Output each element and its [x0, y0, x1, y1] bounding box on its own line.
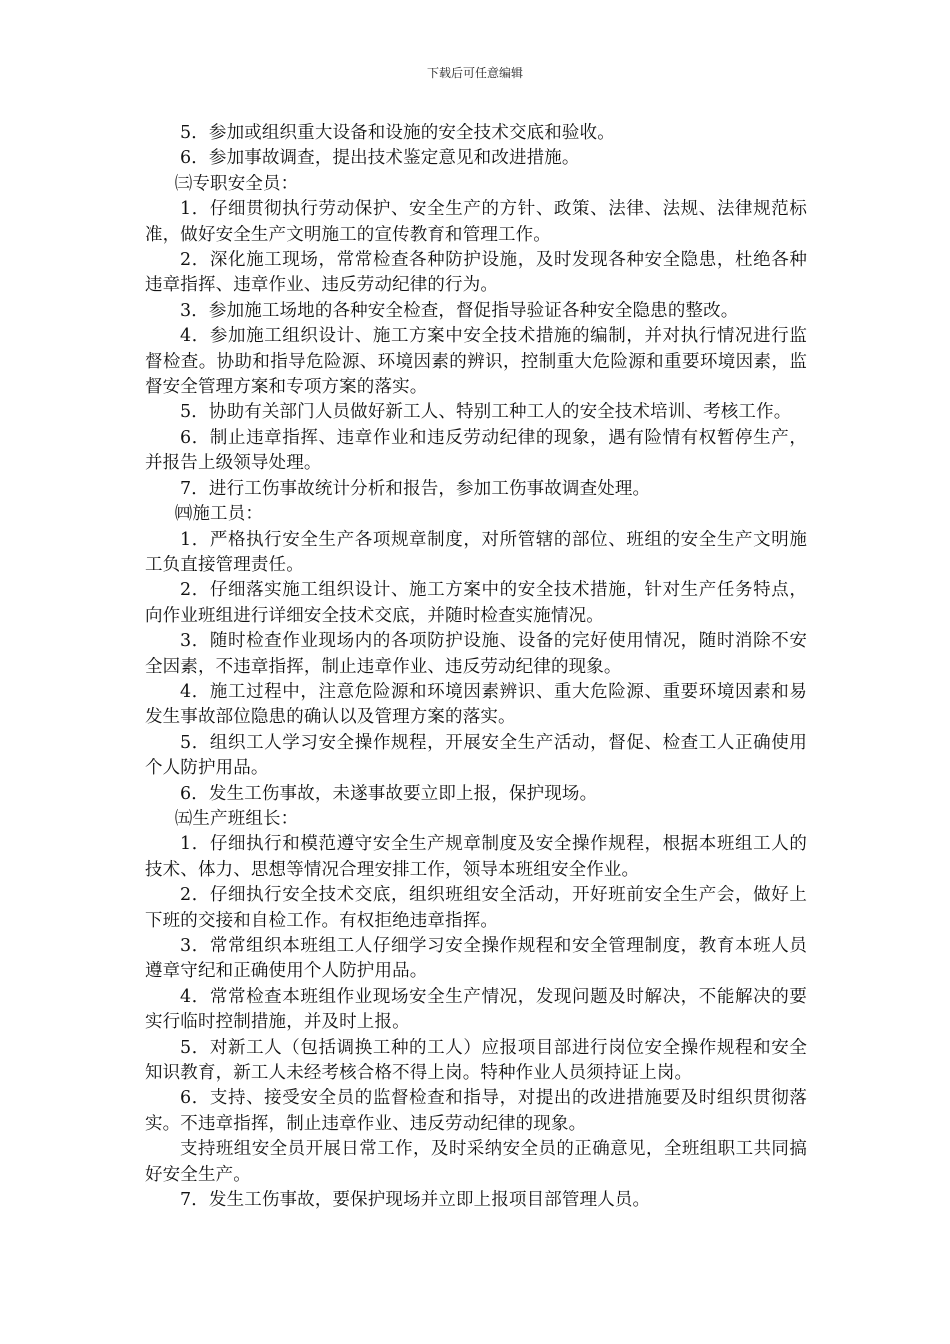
paragraph: 4．施工过程中，注意危险源和环境因素辨识、重大危险源、重要环境因素和易发生事故部位隐患的确认以及管理方案的落实。: [145, 681, 807, 728]
paragraph: 7．进行工伤事故统计分析和报告，参加工伤事故调查处理。: [180, 478, 651, 499]
paragraph: 3．参加施工场地的各种安全检查，督促指导验证各种安全隐患的整改。: [180, 300, 739, 321]
section-heading: ㈢专职安全员：: [174, 173, 299, 194]
page-header: 下载后可任意编辑: [426, 66, 523, 80]
paragraph: 7．发生工伤事故，要保护现场并立即上报项目部管理人员。: [180, 1190, 651, 1211]
paragraph: 1．仔细执行和模范遵守安全生产规章制度及安全操作规程，根据本班组工人的技术、体力、思想等情况合理安排工作，领导本班组安全作业。: [145, 834, 807, 880]
paragraph: 6．发生工伤事故，未遂事故要立即上报，保护现场。: [180, 783, 598, 804]
paragraph: 4．常常检查本班组作业现场安全生产情况，发现问题及时解决，不能解决的要实行临时控制措施，并及时上报。: [145, 986, 807, 1033]
paragraph: 6．支持、接受安全员的监督检查和指导，对提出的改进措施要及时组织贯彻落实。不违章指挥，制止违章作业、违反劳动纪律的现象。: [145, 1088, 807, 1134]
paragraph: 5．对新工人（包括调换工种的工人）应报项目部进行岗位安全操作规程和安全知识教育，新工人未经考核合格不得上岗。特种作业人员须持证上岗。: [145, 1037, 807, 1084]
paragraph: 6．制止违章指挥、违章作业和违反劳动纪律的现象，遇有险情有权暂停生产，并报告上级领导处理。: [145, 427, 807, 474]
paragraph: 5．组织工人学习安全操作规程，开展安全生产活动，督促、检查工人正确使用个人防护用品。: [145, 732, 807, 779]
paragraph: 3．常常组织本班组工人仔细学习安全操作规程和安全管理制度，教育本班人员遵章守纪和正确使用个人防护用品。: [145, 936, 807, 982]
paragraph: 5．参加或组织重大设备和设施的安全技术交底和验收。: [180, 123, 615, 143]
paragraph: 2．仔细执行安全技术交底，组织班组安全活动，开好班前安全生产会，做好上下班的交接和自检工作。有权拒绝违章指挥。: [145, 885, 807, 931]
section-heading: ㈤生产班组长：: [174, 808, 299, 829]
paragraph: 2．深化施工现场，常常检查各种防护设施，及时发现各种安全隐患，杜绝各种违章指挥、违章作业、违反劳动纪律的行为。: [145, 250, 807, 296]
paragraph: 1．仔细贯彻执行劳动保护、安全生产的方针、政策、法律、法规、法律规范标准，做好安全生产文明施工的宣传教育和管理工作。: [145, 199, 807, 245]
section-heading: ㈣施工员：: [174, 504, 263, 525]
paragraph: 6．参加事故调查，提出技术鉴定意见和改进措施。: [180, 148, 580, 169]
paragraph: 5．协助有关部门人员做好新工人、特别工种工人的安全技术培训、考核工作。: [180, 402, 792, 423]
document-body: [145, 121, 807, 1213]
paragraph: 2．仔细落实施工组织设计、施工方案中的安全技术措施，针对生产任务特点，向作业班组进行详细安全技术交底，并随时检查实施情况。: [145, 580, 807, 626]
paragraph: 支持班组安全员开展日常工作，及时采纳安全员的正确意见，全班组职工共同搞好安全生产。: [145, 1139, 807, 1185]
paragraph: 3．随时检查作业现场内的各项防护设施、设备的完好使用情况，随时消除不安全因素，不违章指挥，制止违章作业、违反劳动纪律的现象。: [145, 631, 807, 677]
paragraph: 1．严格执行安全生产各项规章制度，对所管辖的部位、班组的安全生产文明施工负直接管理责任。: [145, 529, 807, 575]
paragraph: 4．参加施工组织设计、施工方案中安全技术措施的编制，并对执行情况进行监督检查。协助和指导危险源、环境因素的辨识，控制重大危险源和重要环境因素，监督安全管理方案和专项方案的落实。: [145, 326, 807, 398]
